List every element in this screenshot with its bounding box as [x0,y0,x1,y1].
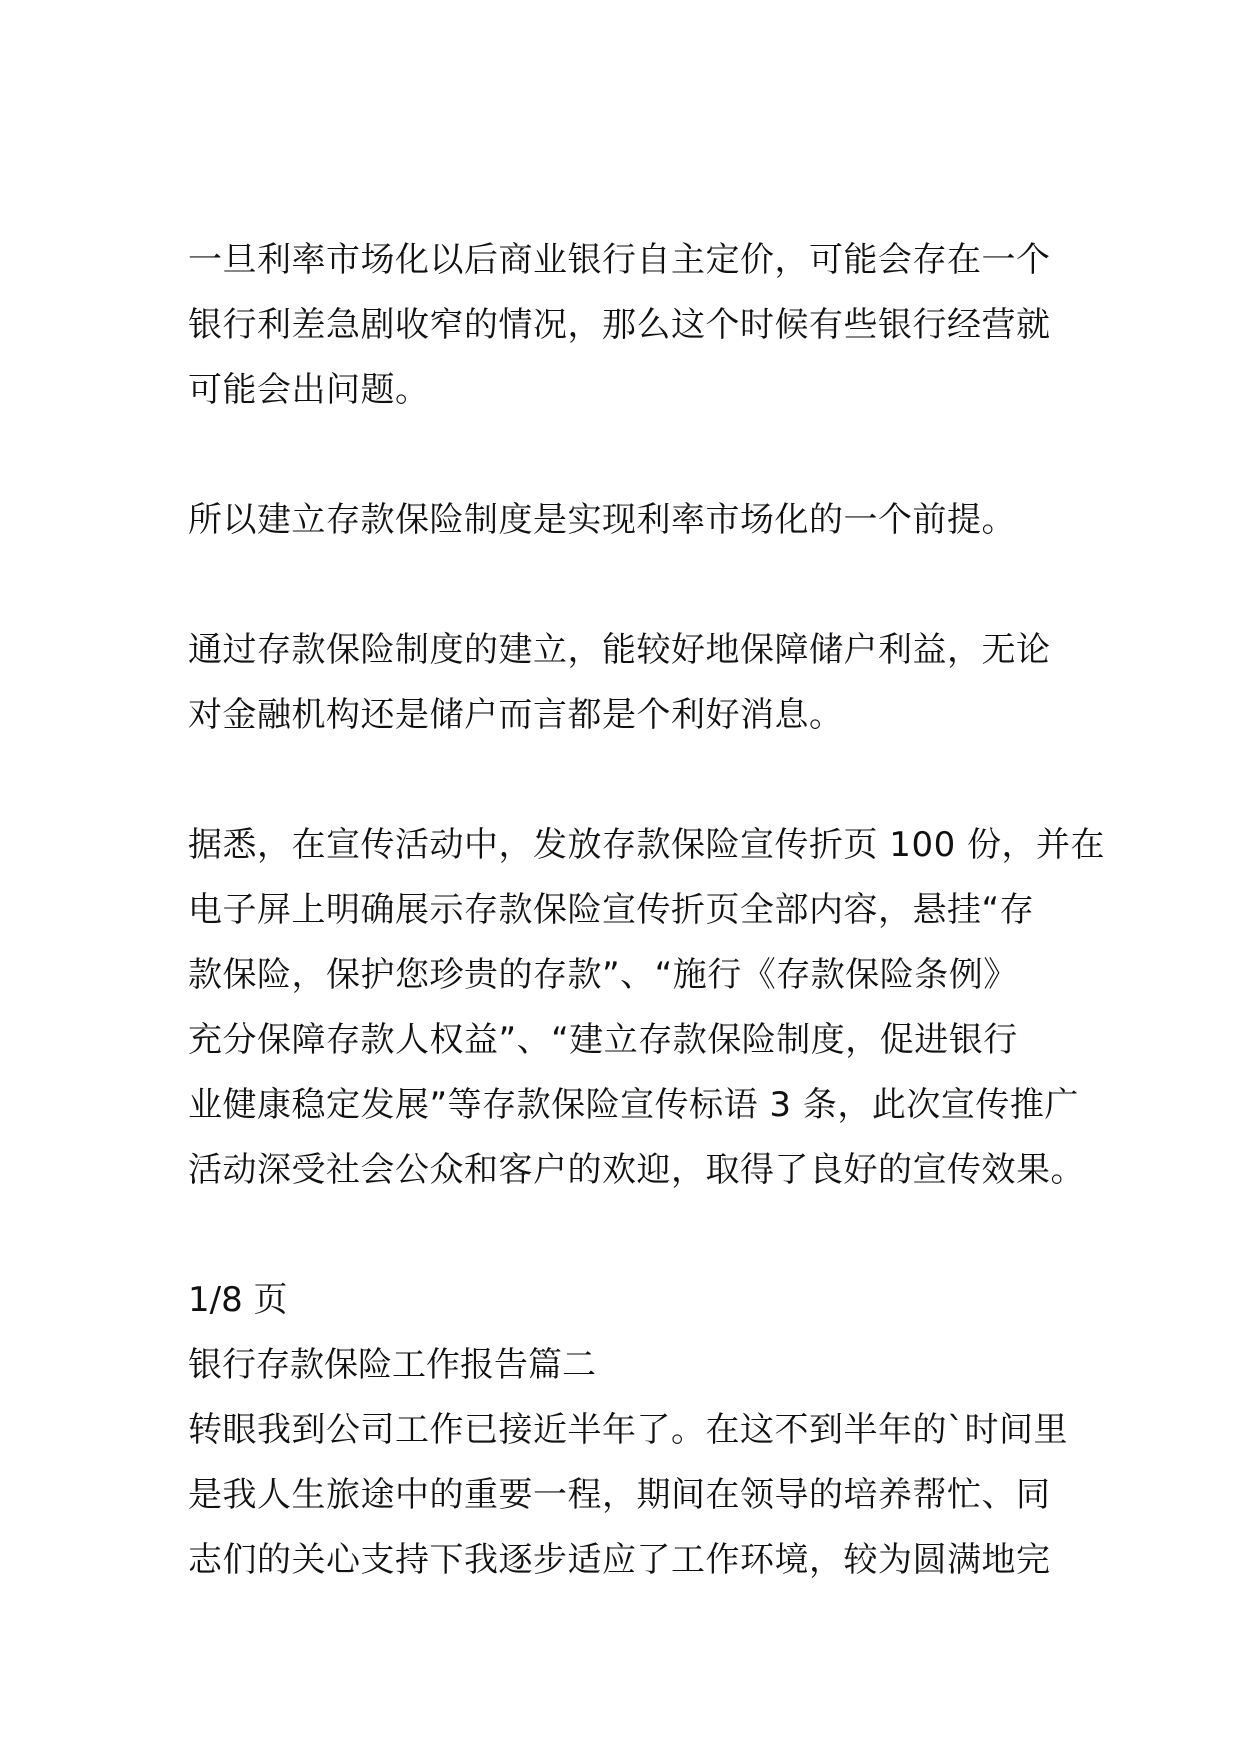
paragraph-spacer [188,1203,1068,1268]
paragraph-line: 可能会出问题。 [188,370,430,410]
paragraph-spacer [188,553,1068,618]
paragraph-2 [188,488,1068,553]
paragraph-line: 银行利差急剧收窄的情况，那么这个时候有些银行经营就 [188,305,1051,345]
document-page [188,228,1106,1593]
paragraph-3 [188,618,1068,748]
paragraph-line: 是我人生旅途中的重要一程，期间在领导的培养帮忙、同 [188,1475,1051,1515]
paragraph-line: 电子屏上明确展示存款保险宣传折页全部内容，悬挂“存 [188,890,1035,930]
paragraph-4 [188,813,1106,1203]
paragraph-1 [188,228,1068,423]
paragraph-line: 业健康稳定发展”等存款保险宣传标语 3 条，此次宣传推广 [188,1085,1079,1125]
section-title: 银行存款保险工作报告篇二 [188,1345,596,1385]
paragraph-line: 充分保障存款人权益”、“建立存款保险制度，促进银行 [188,1020,1018,1060]
paragraph-line: 一旦利率市场化以后商业银行自主定价，可能会存在一个 [188,240,1051,280]
paragraph-line: 所以建立存款保险制度是实现利率市场化的一个前提。 [188,500,1016,540]
paragraph-line: 据悉，在宣传活动中，发放存款保险宣传折页 100 份，并在 [188,825,1106,865]
paragraph-line: 款保险，保护您珍贵的存款”、“施行《存款保险条例》 [188,955,1018,995]
paragraph-spacer [188,423,1068,488]
paragraph-line: 通过存款保险制度的建立，能较好地保障储户利益，无论 [188,630,1051,670]
section-paragraph [188,1398,1068,1593]
paragraph-line: 活动深受社会公众和客户的欢迎，取得了良好的宣传效果。 [188,1150,1085,1190]
paragraph-line: 转眼我到公司工作已接近半年了。在这不到半年的`时间里 [188,1410,1068,1450]
paragraph-spacer [188,748,1068,813]
paragraph-line: 对金融机构还是储户而言都是个利好消息。 [188,695,844,735]
paragraph-line: 志们的关心支持下我逐步适应了工作环境，较为圆满地完 [188,1540,1051,1580]
page-number: 1/8 页 [188,1280,288,1320]
